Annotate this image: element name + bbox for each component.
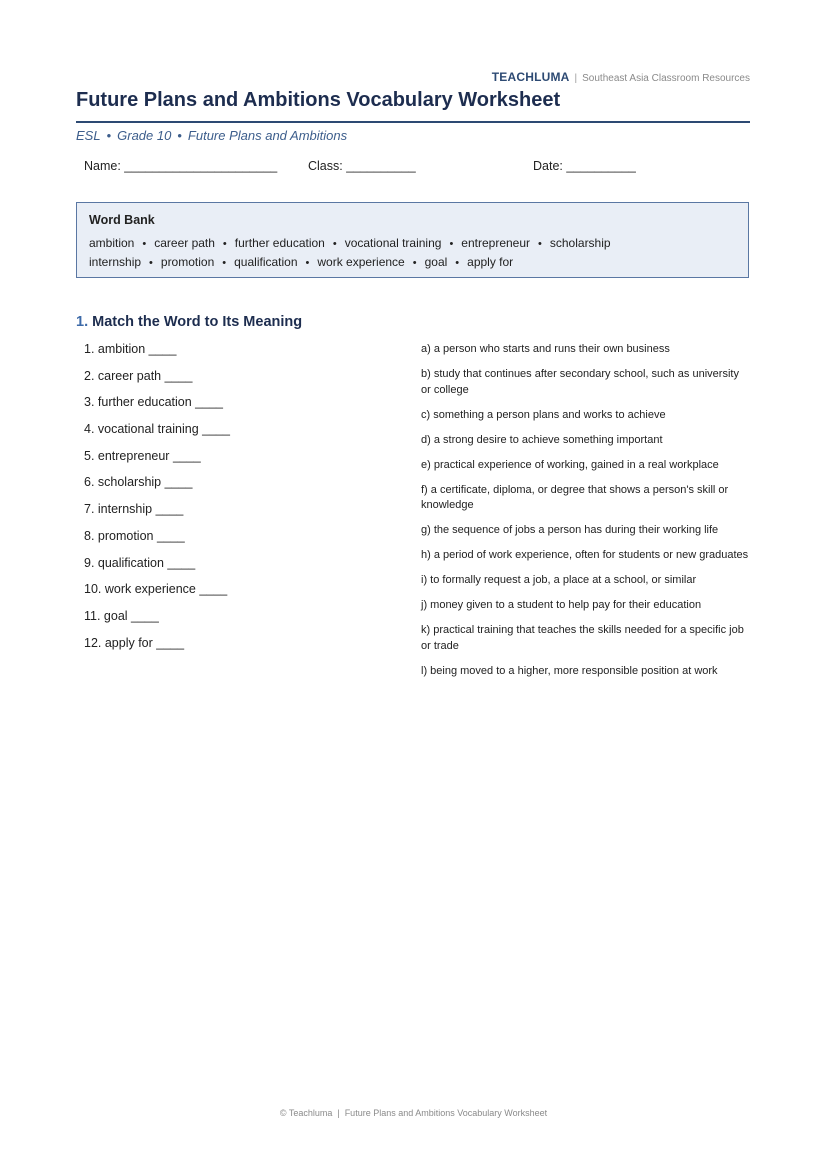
terms-list: [84, 342, 384, 662]
definitions-list: [421, 342, 751, 689]
definition-item: h) a period of work experience, often for students or new graduates: [421, 549, 749, 561]
match-term-item[interactable]: 5. entrepreneur ____: [84, 448, 201, 463]
footer-copyright: © Teachluma: [279, 1108, 333, 1118]
word-bank-term: further education: [234, 236, 325, 250]
student-info-fields: [84, 159, 744, 177]
word-bank-term: entrepreneur: [461, 236, 531, 250]
class-field[interactable]: Class: __________: [308, 159, 416, 173]
page-footer: [0, 1108, 827, 1118]
word-bank-term: apply for: [467, 255, 514, 269]
brand-separator: |: [574, 73, 578, 84]
word-bank-bullet: •: [455, 257, 460, 269]
title-divider: [76, 121, 750, 123]
word-bank-term: work experience: [317, 255, 405, 269]
word-bank-bullet: •: [332, 238, 337, 250]
date-field[interactable]: Date: __________: [533, 159, 636, 173]
word-bank-term: promotion: [160, 255, 215, 269]
match-term-item[interactable]: 9. qualification ____: [84, 555, 196, 570]
definition-item: e) practical experience of working, gained in a real workplace: [421, 458, 719, 471]
meta-separator: •: [177, 128, 182, 143]
word-bank-bullet: •: [222, 238, 227, 250]
word-bank-bullet: •: [412, 257, 417, 269]
match-term-item[interactable]: 3. further education ____: [84, 395, 223, 410]
section-1-heading: [76, 314, 302, 330]
name-field[interactable]: Name: ______________________: [84, 159, 278, 173]
match-term-item[interactable]: 7. internship ____: [84, 502, 184, 517]
match-term-item[interactable]: 2. career path ____: [84, 368, 193, 383]
page-title: Future Plans and Ambitions Vocabulary Worksheet: [76, 89, 561, 111]
meta-subject: ESL: [76, 128, 101, 143]
definition-item: k) practical training that teaches the skills needed for a specific job or trade: [421, 624, 744, 652]
definition-item: d) a strong desire to achieve something important: [421, 433, 663, 446]
definition-item: b) study that continues after secondary school, such as university or college: [421, 368, 739, 396]
definition-item: a) a person who starts and runs their own business: [421, 343, 670, 355]
brand-name: TEACHLUMA: [491, 70, 570, 84]
match-term-item[interactable]: 4. vocational training ____: [84, 422, 230, 437]
brand-tagline: Southeast Asia Classroom Resources: [582, 73, 750, 84]
meta-topic: Future Plans and Ambitions: [187, 128, 348, 143]
definition-item: l) being moved to a higher, more responsible position at work: [421, 664, 718, 677]
word-bank-term: ambition: [89, 236, 135, 250]
meta-separator: •: [106, 128, 112, 143]
definition-item: f) a certificate, diploma, or degree that shows a person's skill or knowledge: [421, 483, 729, 511]
section-number: 1.: [76, 314, 89, 330]
match-term-item[interactable]: 12. apply for ____: [84, 635, 185, 650]
word-bank-line-1: [89, 236, 611, 250]
word-bank-term: internship: [89, 255, 142, 269]
section-title: Match the Word to Its Meaning: [92, 314, 303, 330]
word-bank-bullet: •: [142, 238, 147, 250]
definition-item: i) to formally request a job, a place at a school, or similar: [421, 574, 697, 586]
footer-separator: |: [337, 1108, 340, 1118]
word-bank-bullet: •: [538, 238, 542, 250]
match-term-item[interactable]: 10. work experience ____: [84, 582, 228, 597]
word-bank-term: goal: [424, 255, 448, 269]
definition-item: g) the sequence of jobs a person has during their working life: [421, 524, 719, 536]
meta-grade: Grade 10: [117, 128, 172, 143]
brand-header: [492, 70, 750, 84]
match-term-item[interactable]: 11. goal ____: [84, 608, 159, 623]
word-bank-term: scholarship: [549, 236, 611, 250]
word-bank-bullet: •: [449, 238, 454, 250]
match-term-item[interactable]: 6. scholarship ____: [84, 475, 193, 490]
match-term-item[interactable]: 1. ambition ____: [84, 342, 177, 356]
footer-doc-title: Future Plans and Ambitions Vocabulary Worksheet: [344, 1108, 548, 1118]
definition-item: j) money given to a student to help pay for their education: [421, 599, 702, 611]
definition-item: c) something a person plans and works to achieve: [421, 408, 666, 421]
word-bank-bullet: •: [149, 257, 153, 269]
word-bank-term: career path: [154, 236, 215, 250]
word-bank-term: qualification: [234, 255, 298, 269]
word-bank-term: vocational training: [344, 236, 442, 250]
word-bank-line-2: [89, 255, 513, 269]
worksheet-meta: [76, 128, 347, 143]
word-bank-title: Word Bank: [89, 213, 155, 227]
word-bank-bullet: •: [222, 257, 227, 269]
word-bank: [76, 202, 749, 278]
match-term-item[interactable]: 8. promotion ____: [84, 528, 185, 543]
word-bank-bullet: •: [305, 257, 310, 269]
